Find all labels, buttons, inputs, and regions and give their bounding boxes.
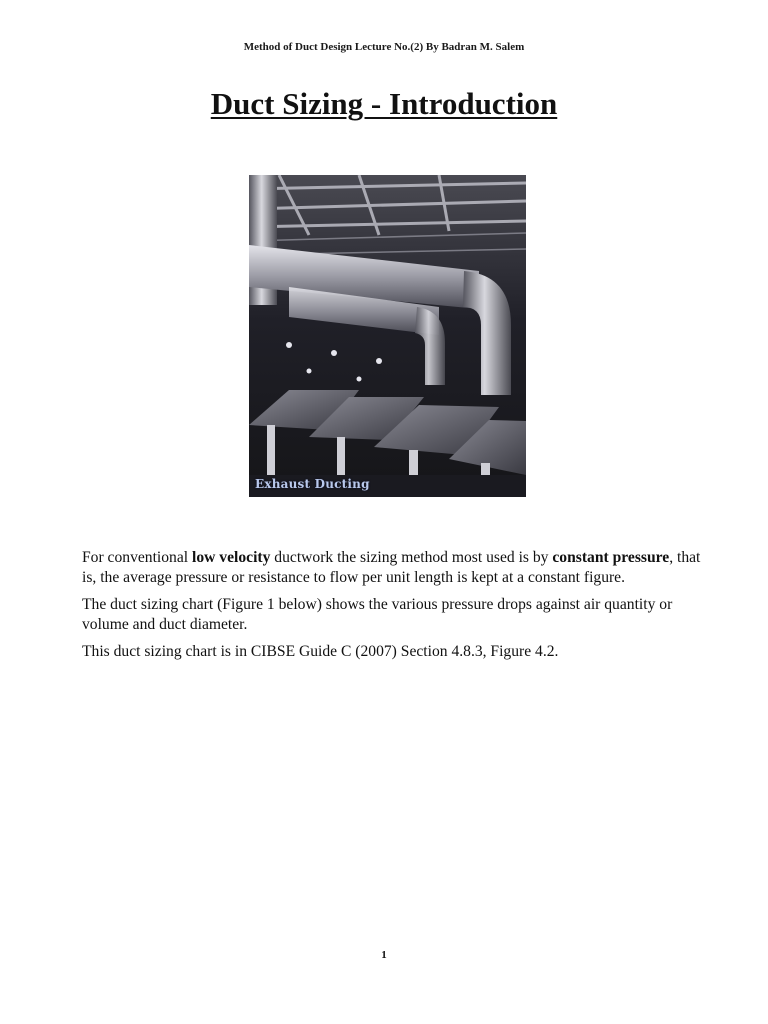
p1-text-3: , that is, the average pressure or resistance to flow per unit length is kept at a constant figure. xyxy=(82,549,701,586)
paragraph-2: The duct sizing chart (Figure 1 below) shows the various pressure drops against air quantity or volume and duct diameter. xyxy=(82,596,673,633)
paragraph-1 xyxy=(82,548,702,587)
p1-bold-low-velocity: low velocity xyxy=(192,549,271,566)
exhaust-ducting-photo xyxy=(249,175,526,497)
p1-text-1: For conventional xyxy=(82,549,193,566)
body-text xyxy=(82,548,702,670)
photo-illustration xyxy=(249,175,526,497)
figure-caption: Exhaust Ducting xyxy=(255,477,370,491)
page-number: 1 xyxy=(381,949,387,961)
p1-text-2: ductwork the sizing method most used is by xyxy=(270,549,553,566)
paragraph-3: This duct sizing chart is in CIBSE Guide C (2007) Section 4.8.3, Figure 4.2. xyxy=(82,643,559,660)
page-title: Duct Sizing - Introduction xyxy=(210,86,558,121)
running-header: Method of Duct Design Lecture No.(2) By Badran M. Salem xyxy=(243,41,525,53)
p1-bold-constant-pressure: constant pressure xyxy=(552,549,670,566)
